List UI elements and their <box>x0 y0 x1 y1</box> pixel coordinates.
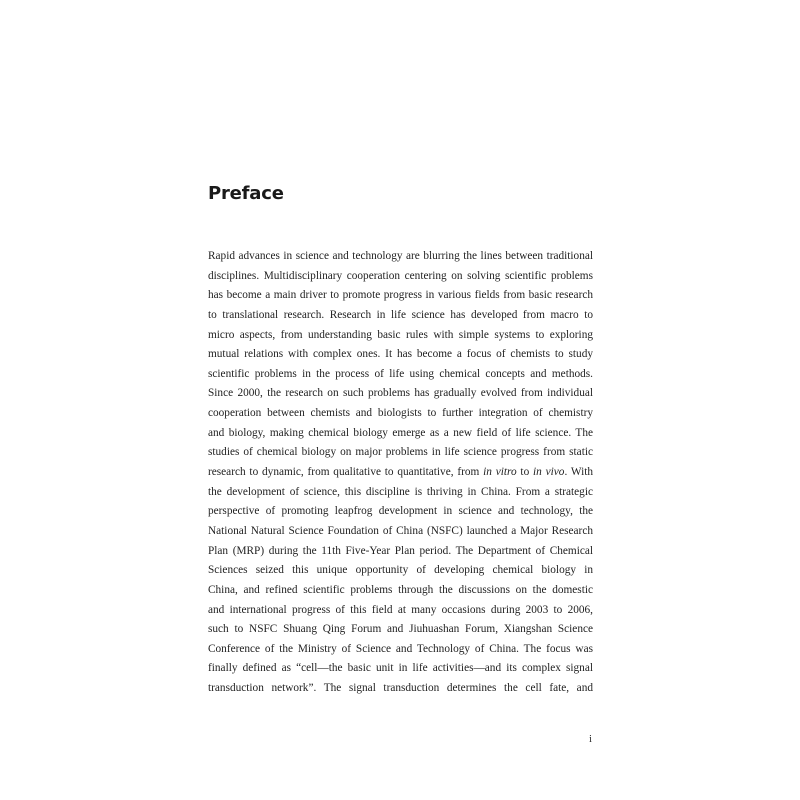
text-line: mutual relations with complex ones. It has become a focus of chemists to study <box>208 348 593 361</box>
text-line: Sciences seized this unique opportunity of developing chemical biology in <box>208 564 593 577</box>
text-line: and biology, making chemical biology emerge as a new field of life science. The <box>208 426 593 439</box>
text-line: research to dynamic, from qualitative to quantitative, from in vitro to in vivo. With <box>208 466 593 479</box>
text-line: perspective of promoting leapfrog development in science and technology, the <box>208 505 593 518</box>
page-number: i <box>589 733 593 745</box>
text-line: disciplines. Multidisciplinary cooperation centering on solving scientific problems <box>208 269 593 282</box>
text-line: to translational research. Research in life science has developed from macro to <box>208 308 593 321</box>
text-line: such to NSFC Shuang Qing Forum and Jiuhuashan Forum, Xiangshan Science <box>208 623 593 636</box>
text-line: the development of science, this discipline is thriving in China. From a strategic <box>208 485 593 498</box>
text-line: micro aspects, from understanding basic rules with simple systems to exploring <box>208 328 593 341</box>
text-line: transduction network”. The signal transduction determines the cell fate, and <box>208 682 593 695</box>
body-paragraph <box>208 247 593 699</box>
text-line: Conference of the Ministry of Science and Technology of China. The focus was <box>208 642 593 655</box>
text-line: has become a main driver to promote progress in various fields from basic research <box>208 289 593 302</box>
text-line: National Natural Science Foundation of China (NSFC) launched a Major Research <box>208 524 593 537</box>
text-line: studies of chemical biology on major problems in life science progress from static <box>208 446 593 459</box>
chapter-heading: Preface <box>208 183 284 204</box>
text-line: Since 2000, the research on such problems has gradually evolved from individual <box>208 387 593 400</box>
text-line: Plan (MRP) during the 11th Five-Year Plan period. The Department of Chemical <box>208 544 593 557</box>
text-line: finally defined as “cell—the basic unit in life activities—and its complex signal <box>208 662 593 675</box>
text-line: Rapid advances in science and technology are blurring the lines between traditional <box>208 250 593 262</box>
text-line: scientific problems in the process of life using chemical concepts and methods. <box>208 367 593 380</box>
text-line: and international progress of this field at many occasions during 2003 to 2006, <box>208 603 593 616</box>
text-line: cooperation between chemists and biologists to further integration of chemistry <box>208 407 593 420</box>
text-line: China, and refined scientific problems through the discussions on the domestic <box>208 583 593 596</box>
